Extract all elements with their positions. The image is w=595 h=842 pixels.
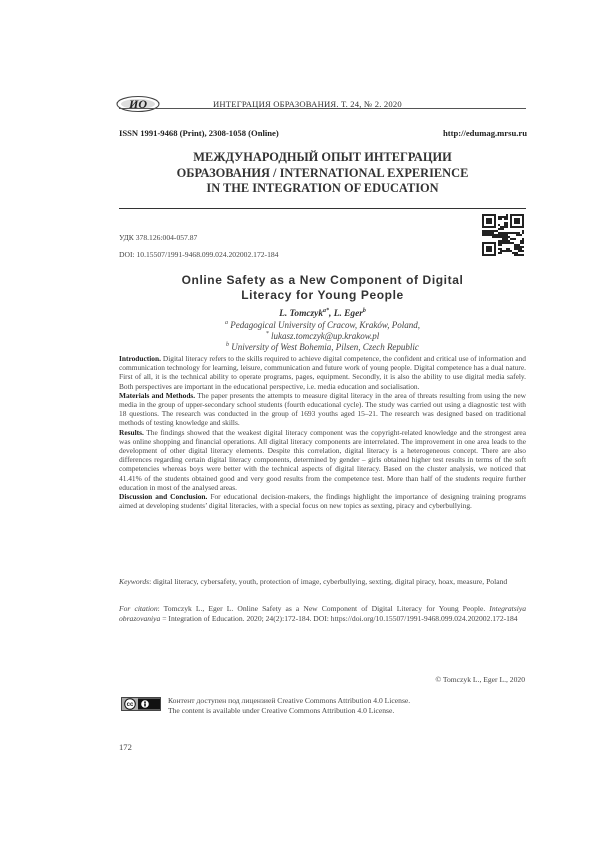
aff-text: University of West Bohemia, Pilsen, Czech Republic bbox=[229, 342, 419, 352]
abstract-heading: Results. bbox=[119, 427, 144, 437]
citation bbox=[119, 604, 526, 623]
section-heading-line: МЕЖДУНАРОДНЫЙ ОПЫТ ИНТЕГРАЦИИ bbox=[193, 150, 452, 164]
author-sup: b bbox=[362, 308, 366, 314]
journal-url[interactable]: http://edumag.mrsu.ru bbox=[442, 128, 527, 138]
udk-code: УДК 378.126:004-057.87 bbox=[119, 233, 198, 242]
citation-text: = Integration of Education. 2020; 24(2):172-184. DOI: https://doi.org/10.15507/1991-9468.099.024.202002.172-184 bbox=[160, 613, 518, 623]
abstract-heading: Materials and Methods. bbox=[119, 390, 196, 400]
cc-badge-text: cc bbox=[126, 702, 134, 709]
abstract-text: The findings showed that the weakest digital literacy component was the copyright-related knowledge and the strongest area was online shopping and financial operations. All digital literacy components are interrelated. The improvement in one area leads to the development of other digital literacy elements. Despite this correlation, digital literacy is a heterogeneous concept. There are also differences regarding certain digital literacy components, determined by gender – girls obtained higher test results in terms of the soft competencies whereas boys were better with the technical aspects of digital literacy. Based on the cluster analysis, we noticed that 41.41% of the students obtained good and very good results from the competence test. More than half of the students require further education in most of the analysed areas. bbox=[119, 427, 526, 492]
email-link[interactable]: lukasz.tomczyk@up.krakow.pl bbox=[268, 331, 380, 341]
abstract-heading: Discussion and Conclusion. bbox=[119, 492, 208, 502]
article-title bbox=[119, 273, 526, 302]
keywords-text: : digital literacy, cybersafety, youth, protection of image, cyberbullying, sexting, digital piracy, hoax, measure, Poland bbox=[149, 577, 508, 586]
aff-sup: a bbox=[225, 320, 229, 326]
section-heading-line: IN THE INTEGRATION OF EDUCATION bbox=[206, 181, 439, 195]
section-rule bbox=[119, 208, 526, 209]
affiliation-a bbox=[119, 320, 526, 330]
abstract-introduction bbox=[119, 354, 526, 391]
logo-text: ИО bbox=[129, 97, 147, 111]
issn: ISSN 1991-9468 (Print), 2308-1058 (Online) bbox=[119, 128, 279, 138]
citation-text: : Tomczyk L., Eger L. Online Safety as a New Component of Digital Literacy for Young People. bbox=[157, 604, 490, 613]
aff-sup: b bbox=[226, 342, 230, 348]
abstract-methods bbox=[119, 391, 526, 428]
citation-label: For citation bbox=[119, 604, 158, 613]
aff-text: Pedagogical University of Cracow, Kraków, Poland, bbox=[228, 320, 420, 330]
affiliation-b bbox=[119, 342, 526, 352]
affiliation-email bbox=[119, 331, 526, 341]
author-name: L. Tomczyk bbox=[279, 309, 324, 320]
section-heading-line: ОБРАЗОВАНИЯ / INTERNATIONAL EXPERIENCE bbox=[176, 165, 469, 180]
doi[interactable]: DOI: 10.15507/1991-9468.099.024.202002.172-184 bbox=[119, 250, 279, 259]
abstract-text: The paper presents the attempts to measure digital literacy in the area of threats resulting from using the new media in the group of upper-secondary school students (fourth educational cycle). The study was carried out using a diagnostic test with 18 questions. The research was conducted in the group of 1693 youths aged 15–21. The research was designed based on traditional methods of testing knowledge and skills. bbox=[119, 390, 526, 428]
keywords bbox=[119, 577, 526, 587]
journal-name: ИНТЕГРАЦИЯ ОБРАЗОВАНИЯ. Т. 24, № 2. 2020 bbox=[213, 99, 402, 109]
abstract-discussion bbox=[119, 492, 526, 510]
article-title-line: Literacy for Young People bbox=[241, 287, 404, 302]
abstract-text: For educational decision-makers, the findings highlight the importance of designing training programs aimed at developing students’ digital literacies, with a special focus on new topics as sexting, piracy and cyberbullying. bbox=[119, 492, 526, 511]
abstract-results bbox=[119, 428, 526, 492]
aff-sup: * bbox=[265, 331, 269, 337]
author-name: L. Eger bbox=[333, 309, 363, 320]
license-line-ru: Контент доступен под лицензией Creative Commons Attribution 4.0 License. bbox=[168, 696, 411, 705]
page-number: 172 bbox=[119, 742, 132, 752]
author-sep: , bbox=[329, 309, 334, 320]
abstract-heading: Introduction. bbox=[119, 354, 161, 363]
license-line-en: The content is available under Creative Commons Attribution 4.0 License. bbox=[168, 705, 395, 715]
article-title-line: Online Safety as a New Component of Digital bbox=[181, 273, 464, 287]
author-sup: a* bbox=[323, 308, 330, 314]
abstract-text: Digital literacy refers to the skills required to achieve digital competence, the confident and critical use of information and communication technology for learning, leisure, communication and future work of young people. Digital competence has a dual nature. First of all, it is the technical ability to operate programs, pages, equipment. Secondly, it is also the ability to use digital media safely. Both perspectives are important in the educational perspective, i.e. media education and socialisation. bbox=[119, 354, 526, 391]
citation-journal: Integratsiya obrazovaniya bbox=[119, 604, 526, 623]
copyright: © Tomczyk L., Eger L., 2020 bbox=[435, 675, 525, 684]
section-heading bbox=[119, 150, 526, 197]
keywords-label: Keywords bbox=[119, 577, 150, 586]
cc-by-license-icon[interactable] bbox=[121, 697, 161, 711]
qr-code bbox=[482, 214, 524, 256]
license-text bbox=[168, 696, 410, 715]
abstract bbox=[119, 354, 526, 510]
journal-logo bbox=[116, 95, 162, 113]
authors bbox=[119, 308, 526, 319]
